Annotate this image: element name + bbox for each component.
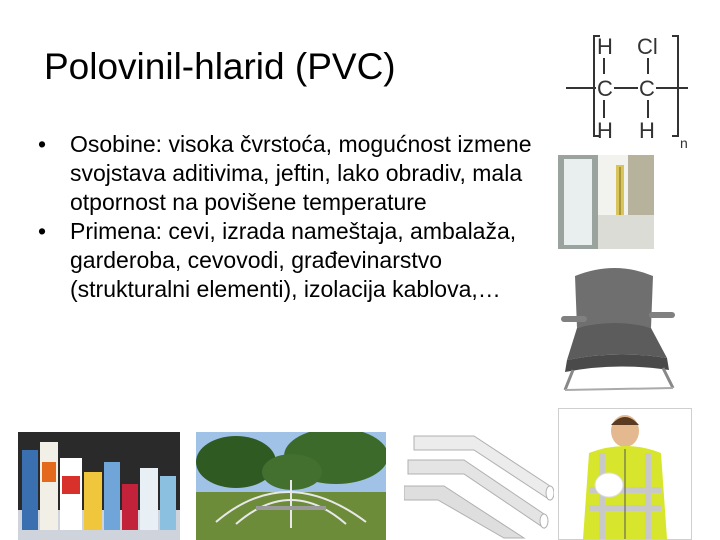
formula-c-right: C [639, 76, 655, 101]
formula-h-bottom-left: H [597, 118, 613, 143]
formula-cl-top-right: Cl [637, 34, 658, 59]
bullet-text-applications: Primena: cevi, izrada nameštaja, ambalaža, garderoba, cevovodi, građevinarstvo (strukturalni elementi), izolacija kablova,… [70, 218, 517, 302]
garden-photo [196, 432, 386, 540]
formula-h-top-left: H [597, 34, 613, 59]
formula-c-left: C [597, 76, 613, 101]
bullet-list [36, 130, 556, 304]
chair-photo [555, 258, 685, 398]
bullet-glyph: • [38, 131, 47, 157]
worker-jacket-photo [558, 408, 692, 540]
window-frame-photo [558, 155, 654, 249]
pvc-pipes-photo [404, 430, 554, 540]
bottles-photo [18, 432, 180, 540]
pvc-structural-formula [560, 30, 690, 150]
formula-h-bottom-right: H [639, 118, 655, 143]
bullet-glyph: • [38, 218, 47, 244]
slide-title: Polovinil-hlarid (PVC) [44, 46, 396, 87]
formula-subscript-n: n [680, 135, 688, 150]
bullet-item-applications [36, 217, 556, 304]
bullet-text-properties: Osobine: visoka čvrstoća, mogućnost izmene svojstava aditivima, jeftin, lako obradiv, mala otpornost na povišene temperature [70, 131, 532, 215]
bullet-item-properties [36, 130, 556, 217]
